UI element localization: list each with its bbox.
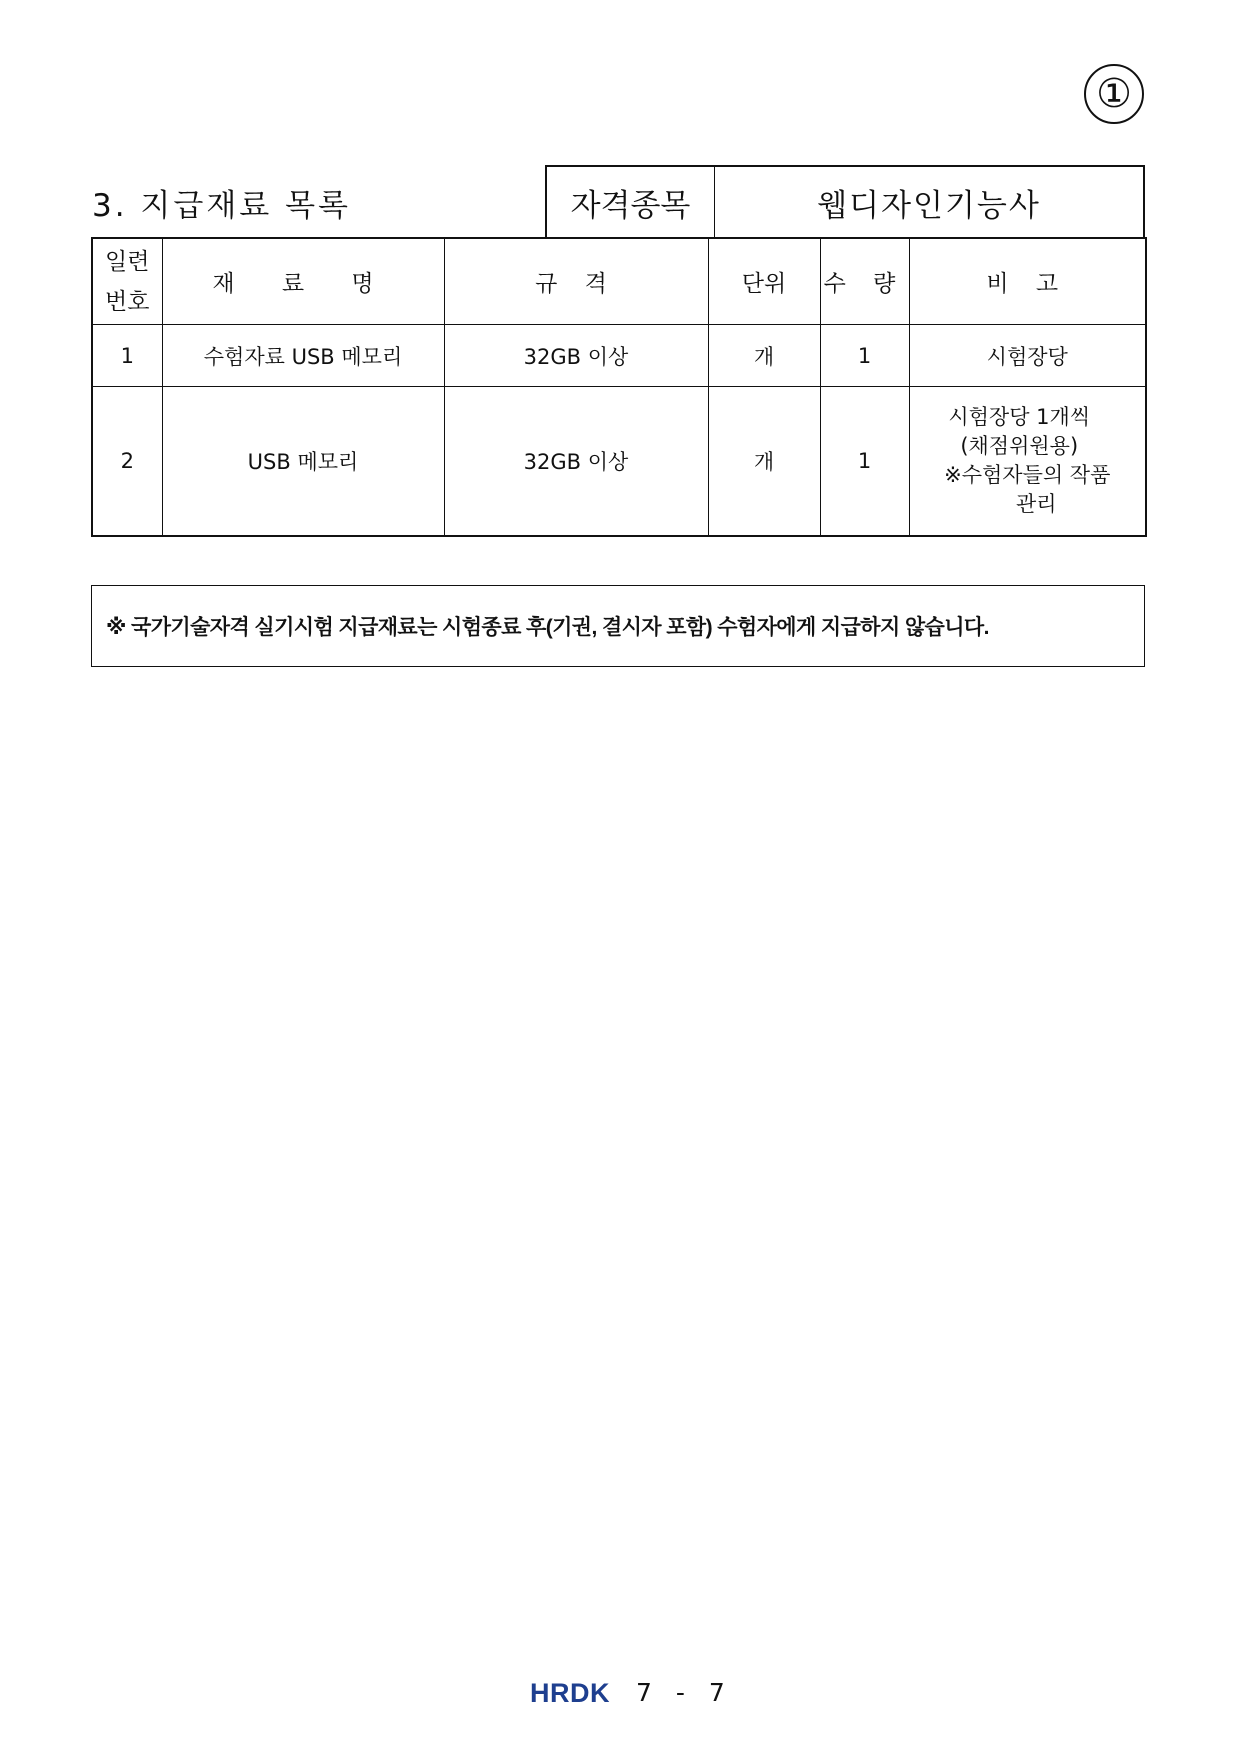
remark-line: 시험장당 1개씩 [948, 405, 1091, 429]
cell-name: USB 메모리 [162, 387, 444, 537]
cell-remark: 시험장당 [909, 325, 1146, 387]
cell-name: 수험자료 USB 메모리 [162, 325, 444, 387]
cell-no: 2 [92, 387, 162, 537]
cell-spec: 32GB 이상 [444, 325, 708, 387]
column-header-no-line2: 번호 [105, 288, 150, 315]
cell-unit: 개 [708, 325, 820, 387]
remark-line: (채점위원용) [960, 434, 1079, 458]
cell-no: 1 [92, 325, 162, 387]
column-header-remark: 비 고 [909, 238, 1146, 325]
column-header-unit: 단위 [708, 238, 820, 325]
hrdk-logo [530, 1679, 622, 1705]
column-header-name: 재 료 명 [162, 238, 444, 325]
qualification-value: 웹디자인기능사 [817, 187, 1041, 224]
cell-remark [909, 387, 1146, 537]
column-header-no-line1: 일련 [105, 248, 150, 275]
cell-qty: 1 [820, 325, 909, 387]
column-header-spec: 규 격 [444, 238, 708, 325]
table-row [92, 325, 1146, 387]
cell-unit: 개 [708, 387, 820, 537]
cell-spec: 32GB 이상 [444, 387, 708, 537]
column-header-qty: 수 량 [820, 238, 909, 325]
remark-line: ※수험자들의 작품 [944, 463, 1111, 487]
page-number: 7 - 7 [636, 1677, 733, 1707]
remark-line: 관리 [1015, 492, 1057, 516]
table-header-row [92, 238, 1146, 325]
qualification-label: 자격종목 [547, 167, 715, 237]
section-title: 3. 지급재료 목록 [92, 188, 351, 224]
hrdk-logo-text: HRDK [530, 1679, 610, 1705]
page-footer [530, 1675, 733, 1709]
page-circle-number: ① [1084, 64, 1144, 124]
table-row [92, 387, 1146, 537]
qualification-box [545, 165, 1145, 237]
materials-table [91, 237, 1147, 537]
cell-qty: 1 [820, 387, 909, 537]
notice-box [91, 585, 1145, 667]
notice-text: ※ 국가기술자격 실기시험 지급재료는 시험종료 후(기권, 결시자 포함) 수험자에게 지급하지 않습니다. [106, 616, 989, 639]
column-header-no [92, 238, 162, 325]
